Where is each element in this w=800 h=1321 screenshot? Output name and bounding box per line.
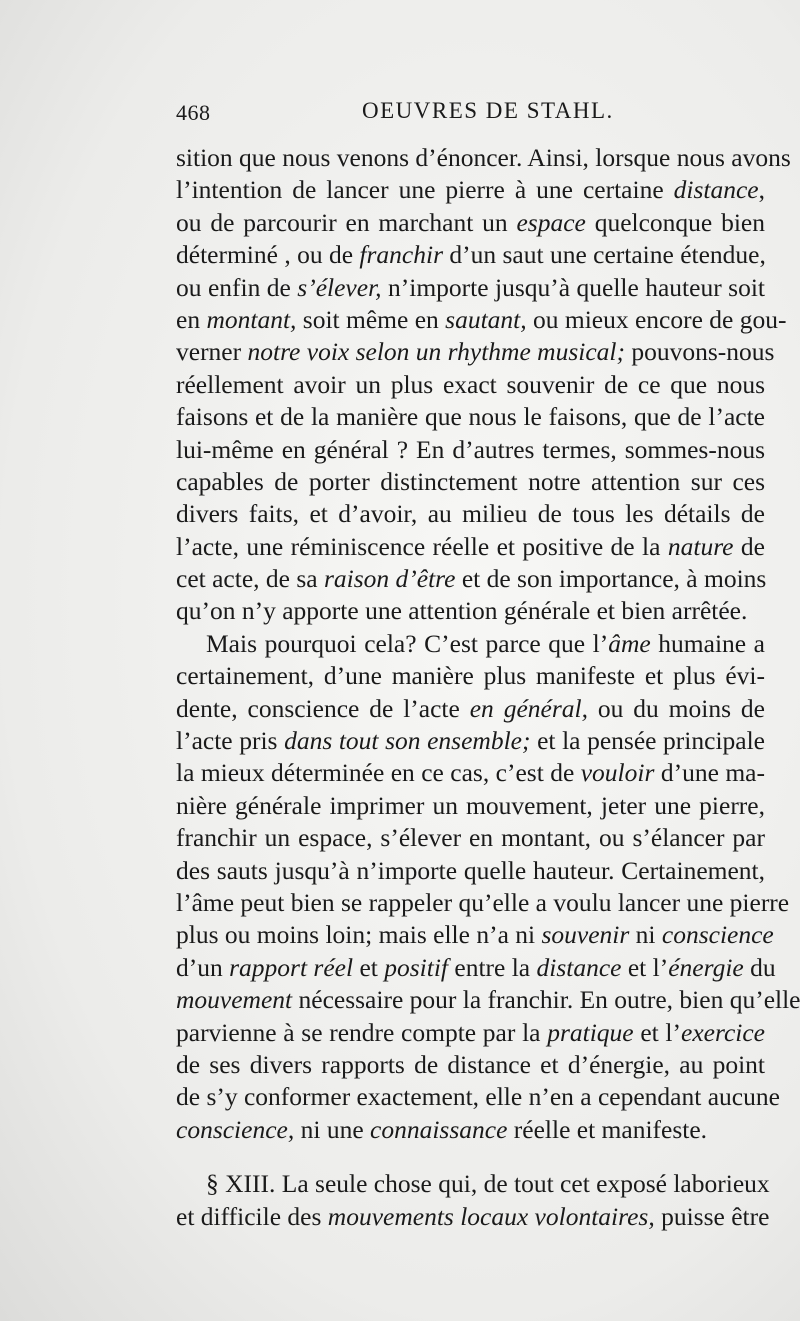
text-line <box>176 563 765 595</box>
text-span: § XIII. La seule chose qui, de tout cet exposé laborieux <box>206 1169 770 1199</box>
text-line <box>176 628 765 660</box>
italic-span: souvenir <box>541 920 630 950</box>
text-line <box>176 142 791 174</box>
italic-span: sautant, <box>445 304 527 334</box>
text-span: des sauts jusqu’à n’importe quelle hauteur. Certainement, <box>176 855 765 885</box>
italic-span: en général, <box>469 693 588 723</box>
text-span: sition que nous venons d’énoncer. Ainsi, lorsque nous avons <box>176 143 791 172</box>
text-line <box>176 693 765 725</box>
text-span: de s’y conformer exactement, elle n’en a cependant aucune <box>176 1082 780 1112</box>
text-span: d’un <box>176 952 230 982</box>
text-span: n’importe jusqu’à quelle hauteur soit <box>381 272 765 302</box>
text-span: en <box>176 304 207 334</box>
italic-span: distance <box>673 175 759 205</box>
text-span: de <box>733 531 765 561</box>
text-span: capables de porter distinctement notre attention sur ces <box>176 466 765 496</box>
italic-span: nature <box>667 531 734 561</box>
text-line <box>176 174 765 206</box>
text-span: lui-même en général ? En d’autres termes, sommes-nous <box>176 434 765 464</box>
text-span: d’une ma- <box>654 758 765 788</box>
text-line <box>176 790 765 822</box>
text-span: , <box>758 175 765 205</box>
text-line <box>176 822 765 854</box>
text-span: parvienne à se rendre compte par la <box>176 1017 548 1047</box>
text-span: déterminé , ou de <box>176 240 360 270</box>
text-line <box>176 855 765 887</box>
italic-span: franchir <box>359 240 443 270</box>
text-line <box>176 1049 765 1081</box>
text-span: quelconque bien <box>585 207 765 237</box>
text-span: ou enfin de <box>176 272 298 302</box>
text-span: dente, conscience de l’acte <box>176 693 470 723</box>
text-span: l’âme peut bien se rappeler qu’elle a voulu lancer une pierre <box>176 887 790 917</box>
text-span: réellement avoir un plus exact souvenir de ce que nous <box>176 369 765 399</box>
text-span: divers faits, et d’avoir, au milieu de tous les détails de <box>176 499 765 529</box>
text-span: l’acte, une réminiscence réelle et positive de la <box>176 531 668 561</box>
text-line <box>176 239 765 271</box>
text-line <box>176 1201 770 1233</box>
text-span: pouvons-nous <box>624 337 775 367</box>
text-span: entre la <box>448 952 537 982</box>
text-span: soit même en <box>296 304 446 334</box>
text-line <box>176 595 765 627</box>
text-span: et difficile des <box>176 1201 328 1231</box>
text-span: ni <box>629 920 662 950</box>
text-line <box>176 207 765 239</box>
text-span: faisons et de la manière que nous le faisons, que de l’acte <box>176 402 765 432</box>
italic-span: mouvements locaux volontaires, <box>327 1201 655 1231</box>
italic-span: âme <box>608 628 651 658</box>
text-line <box>176 725 765 757</box>
text-span: certainement, d’une manière plus manifeste et plus évi- <box>176 661 765 691</box>
text-span: du <box>743 952 776 982</box>
text-span: ou de parcourir en marchant un <box>176 207 517 237</box>
text-span: nécessaire pour la franchir. En outre, bien qu’elle <box>292 985 800 1015</box>
text-span: Mais pourquoi cela? C’est parce que l’ <box>206 628 609 658</box>
text-line <box>176 660 765 692</box>
italic-span: conscience, <box>176 1114 295 1144</box>
text-line <box>176 272 765 304</box>
text-line <box>176 336 775 368</box>
italic-span: vouloir <box>580 758 655 788</box>
text-line <box>176 1017 765 1049</box>
page-number: 468 <box>176 100 211 125</box>
text-span: cet acte, de sa <box>176 564 324 594</box>
text-span: l’intention de lancer une pierre à une certaine <box>176 175 674 205</box>
italic-span: mouvement <box>176 985 293 1015</box>
text-span: l’acte pris <box>176 726 285 756</box>
text-span: verner <box>176 337 248 367</box>
italic-span: dans tout son ensemble; <box>284 726 531 756</box>
page-header <box>176 96 766 132</box>
text-line <box>176 1168 770 1200</box>
body-text <box>176 142 800 1233</box>
text-line <box>176 531 765 563</box>
italic-span: positif <box>384 952 448 982</box>
text-line <box>176 952 776 984</box>
text-span: puisse être <box>654 1201 770 1231</box>
text-line <box>176 1081 780 1113</box>
text-span: humaine a <box>650 628 765 658</box>
italic-span: rapport réel <box>229 952 354 982</box>
text-line <box>176 887 790 919</box>
text-span: et <box>353 952 385 982</box>
text-span: et de son importance, à moins <box>455 564 767 594</box>
text-span: de ses divers rapports de distance et d’énergie, au point <box>176 1049 765 1079</box>
paragraph-gap <box>176 1146 765 1168</box>
italic-span: notre voix selon un rhythme musical; <box>247 337 625 367</box>
text-line <box>176 919 774 951</box>
text-line <box>176 401 765 433</box>
text-line <box>176 369 765 401</box>
text-span: et l’ <box>633 1017 682 1047</box>
text-span: qu’on n’y apporte une attention générale et bien arrêtée. <box>176 596 748 626</box>
italic-span: énergie <box>668 952 744 982</box>
text-line <box>176 434 765 466</box>
text-span: réelle et manifeste. <box>507 1114 708 1144</box>
italic-span: conscience <box>661 920 774 950</box>
text-span: plus ou moins loin; mais elle n’a ni <box>176 920 542 950</box>
italic-span: raison d’être <box>323 564 456 594</box>
text-span: ni une <box>294 1114 371 1144</box>
italic-span: connaissance <box>370 1114 508 1144</box>
text-span: la mieux déterminée en ce cas, c’est de <box>176 758 581 788</box>
italic-span: s’élever, <box>297 272 382 302</box>
italic-span: exercice <box>681 1017 765 1047</box>
italic-span: espace <box>516 207 586 237</box>
text-span: franchir un espace, s’élever en montant, ou s’élancer par <box>176 823 765 853</box>
text-span: ou du moins de <box>587 693 765 723</box>
text-span: et l’ <box>621 952 669 982</box>
text-line <box>176 757 765 789</box>
text-span: d’un saut une certaine étendue, <box>443 240 766 270</box>
text-span: et la pensée principale <box>530 726 765 756</box>
text-line <box>176 304 787 336</box>
text-line <box>176 498 765 530</box>
italic-span: pratique <box>547 1017 634 1047</box>
text-span: nière générale imprimer un mouvement, jeter une pierre, <box>176 790 765 820</box>
text-line <box>176 1114 765 1146</box>
text-line <box>176 984 800 1016</box>
text-line <box>176 466 765 498</box>
text-span: ou mieux encore de gou- <box>526 304 787 334</box>
running-title: OEUVRES DE STAHL. <box>362 98 614 123</box>
italic-span: montant, <box>206 304 297 334</box>
italic-span: distance <box>536 952 622 982</box>
